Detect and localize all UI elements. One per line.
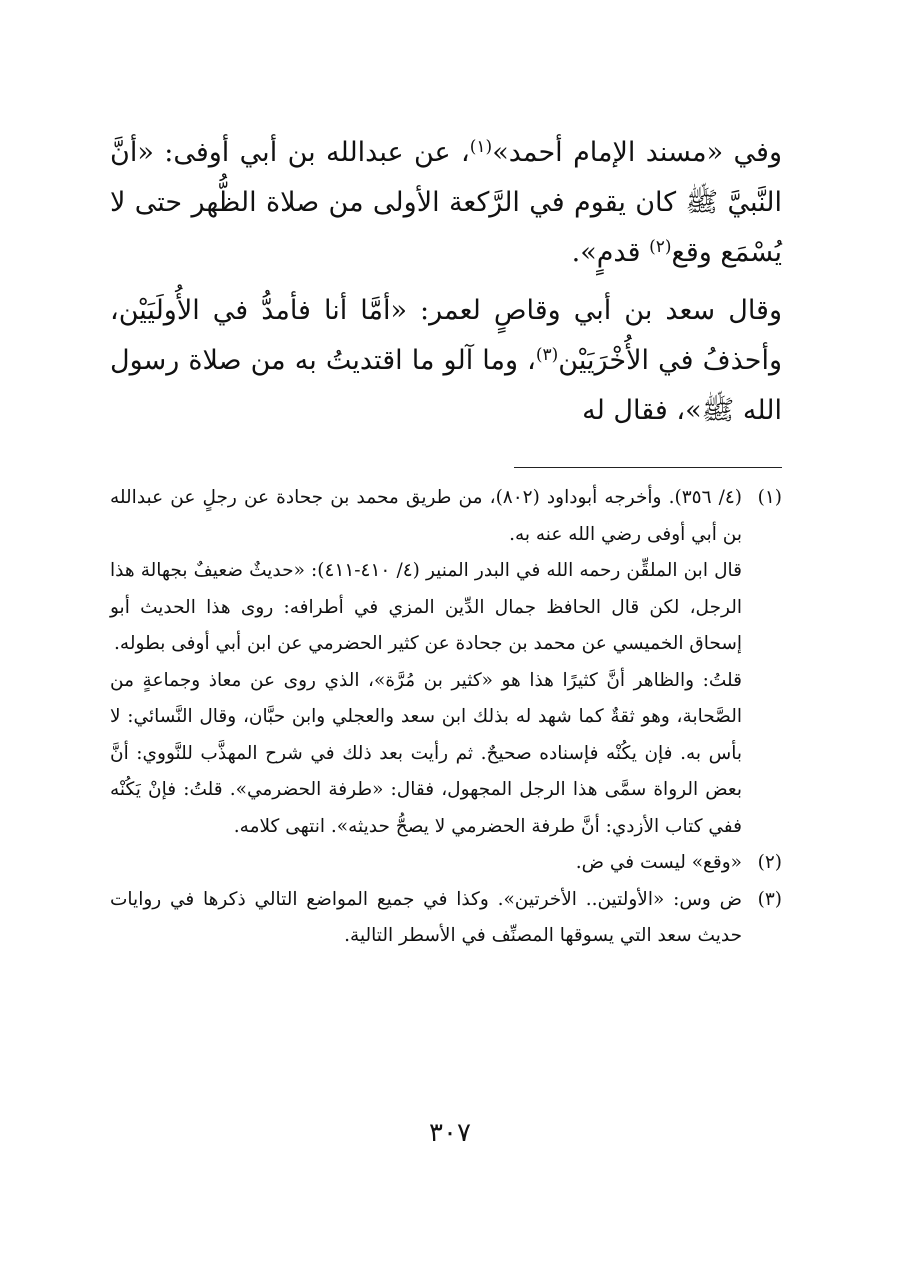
footnote-body [110,845,742,882]
footnote-ref-3: (٣) [535,345,559,365]
footnote-2 [110,845,782,882]
footnote-ref-1: (١) [469,137,493,157]
footnotes [110,480,782,955]
footnote-number: (٢) [757,852,782,873]
footnote-3 [110,882,782,955]
main-paragraph-1 [110,128,782,278]
main-paragraph-1-part-b: ، عن عبدالله بن أبي أوفى: «أنَّ النَّبيَّ ﷺ كان يقوم في الرَّكعة الأولى من صلاة الظُّهر حتى لا يُسْمَع وقع [110,137,782,268]
footnote-paragraph: «وقع» ليست في ض. [575,852,742,873]
footnote-paragraph: قال ابن الملقِّن رحمه الله في البدر المنير (٤/ ٤١٠-٤١١): «حديثٌ ضعيفٌ بجهالة هذا الرجل، لكن قال الحافظ جمال الدِّين المزي في أطرافه: روى هذا الحديث أبو إسحاق الخميسي عن محمد بن جحادة عن كثير الحضرمي عن ابن أبي أوفى بطوله. [110,560,742,654]
main-text [110,128,782,444]
footnote-number: (١) [757,487,782,508]
main-paragraph-1-part-c: قدمٍ». [571,237,650,268]
footnote-body [110,882,742,955]
page-number: ٣٠٧ [429,1118,471,1148]
footnote-paragraph: قلتُ: والظاهر أنَّ كثيرًا هذا هو «كثير بن مُرَّة»، الذي روى عن معاذ وجماعةٍ من الصَّحابة، وهو ثقةٌ كما شهد له بذلك ابن سعد والعجلي وابن حبَّان، وقال النَّسائي: لا بأس به. فإن يكُنْه فإسناده صحيحٌ. ثم رأيت بعد ذلك في شرح المهذَّب للنَّووي: أنَّ بعض الرواة سمَّى هذا الرجل المجهول، فقال: «طرفة الحضرمي». قلتُ: فإنْ يَكُنْه ففي كتاب الأزدي: أنَّ طرفة الحضرمي لا يصحُّ حديثه». انتهى كلامه. [110,669,742,837]
footnote-body [110,480,742,845]
footnote-paragraph: ض وس: «الأولتين.. الأخرتين». وكذا في جميع المواضع التالي ذكرها في روايات حديث سعد التي يسوقها المصنِّف في الأسطر التالية. [110,888,742,946]
footnote-paragraph: (٤/ ٣٥٦). وأخرجه أبوداود (٨٠٢)، من طريق محمد بن جحادة عن رجلٍ عن عبدالله بن أبي أوفى رضي الله عنه به. [110,487,743,545]
footnote-1 [110,480,782,845]
main-paragraph-2 [110,286,782,436]
main-paragraph-2-part-b: ، وما آلو ما اقتديتُ به من صلاة رسول الله ﷺ»، فقال له [110,345,782,426]
main-paragraph-2-part-a: وقال سعد بن أبي وقاصٍ لعمر: «أمَّا أنا فأمدُّ في الأُولَيَيْن، وأحذفُ في الأُخْرَيَيْن [110,295,783,376]
footnote-number: (٣) [757,888,782,910]
footnote-ref-2: (٢) [649,237,672,257]
footnote-divider [514,467,782,468]
main-paragraph-1-part-a: وفي «مسند الإمام أحمد» [492,137,782,168]
